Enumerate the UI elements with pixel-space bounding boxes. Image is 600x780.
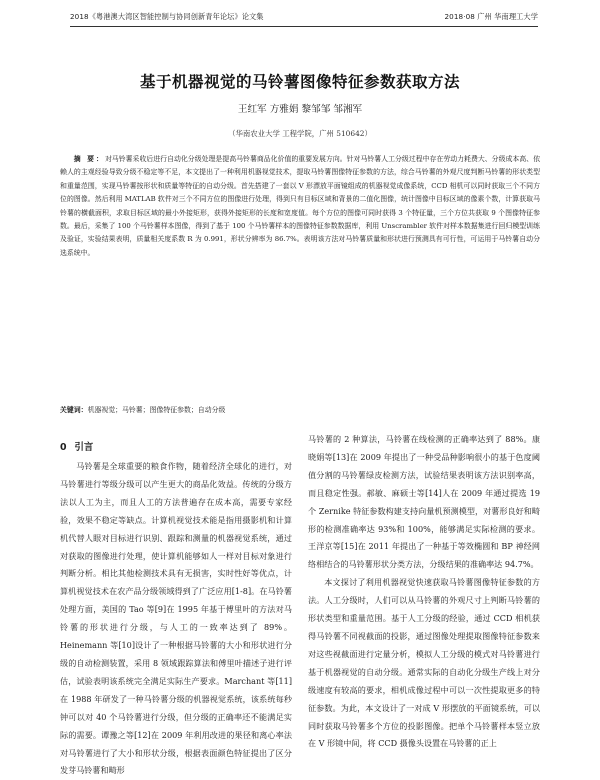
- body-column-right: [308, 431, 540, 753]
- keywords-text: 机器视觉；马铃薯；图像特征参数；自动分级: [87, 406, 226, 414]
- body-paragraph: 本文探讨了利用机器视觉快速获取马铃薯图像特征参数的方法。人工分级时，人们可以从马铃薯的外观尺寸上判断马铃薯的形状类型和重量范围。基于人工分级的经验，通过 CCD 相机获得马铃薯不同视截面的投影，通过图像处理提取图像特征参数来对这些视截面进行定量分析，模拟人工分级的模式对马铃薯进行基于机器视觉的自动分级。通常实际的自动化分级生产线上对分级速度有较高的要求，相机成像过程中可以一次性提取更多的特征参数。为此，本文设计了一对成 V 形摆放的平面镜系统，可以同时获取马铃薯多个方位的投影图像。把单个马铃薯样本竖立放在 V 形镜中间，将 CCD 摄像头设置在马铃薯的正上: [308, 577, 540, 749]
- paper-affiliation: （华南农业大学 工程学院，广州 510642）: [228, 129, 372, 138]
- abstract: [60, 153, 540, 260]
- section-number: 0: [60, 442, 67, 453]
- body-paragraph: 马铃薯的 2 种算法，马铃薯在线检测的正确率达到了 88%。康晓娟等[13]在 2009 年提出了一种受品种影响很小的基于色度阈值分割的马铃薯绿皮检测方法，试验结果表明该方法识别率高，而且稳定性强。郝敏、麻硕士等[14]人在 2009 年通过提选 19 个 Zernike 特征参数构建支持向量机预测模型，对薯形良好和畸形的检测准确率达 93%和 100%，能够满足实际检测的要求。王洋京等[15]在 2011 年提出了一种基于等效椭圆和 BP 神经网络相结合的马铃薯形状分类方法，分级结果的准确率达 94.7%。: [308, 434, 540, 570]
- running-header: [70, 10, 538, 24]
- body-paragraph: 马铃薯是全球重要的粮食作物，随着经济全球化的进行，对马铃薯进行等级分级可以产生更大的商品化效益。传统的分级方法以人工为主，而且人工的方法普遍存在成本高，需要专家经验，效果不稳定等缺点。计算机视觉技术能是指用摄影机和计算机代替人眼对目标进行识别、跟踪和测量的机器视觉系统，通过对获取的图像进行处理，使计算机能够如人一样对目标对象进行判断分析。相比其他检测技术具有无损害，实时性好等优点，计算机视觉技术在农产品分级领域得到了广泛应用[1-8]。在马铃薯处理方面，美国的 Tao 等[9]在 1995 年基于傅里叶的方法对马铃薯的形状进行分级，与人工的一致率达到了 89%。Heinemann 等[10]设计了一种根据马铃薯的大小和形状进行分级的自动检测装置，采用 8 领域跟踪算法和傅里叶描述子进行评估，试验表明该系统完全满足实际生产要求。Marchant 等[11]在 1988 年研发了一种马铃薯分级的机器视觉系统，该系统每秒钟可以对 40 个马铃薯进行分级，但分级的正确率还不能满足实际的需要。谭豫之等[12]在 2009 年利用改进的果径和离心率法对马铃薯进行了大小和形状分级，根据表面颜色特征提出了区分发芽马铃薯和畸形: [60, 461, 292, 776]
- body-column-left: [60, 440, 292, 780]
- header-rule: [70, 26, 538, 27]
- keywords: [60, 404, 540, 414]
- header-left: 2018《粤港澳大湾区智能控制与协同创新青年论坛》论文集: [70, 12, 264, 21]
- abstract-text: 对马铃薯采收后进行自动化分级处理是提高马铃薯商品化价值的重要发展方向。针对马铃薯人工分级过程中存在劳动力耗费大、分级成本高、依赖人的主观经验导致分级不稳定等不足，本文提出了一种利用机器视觉技术，提取马铃薯图像特征参数的方法，综合马铃薯的外观尺度判断马铃薯的形状类型和重量范围，实现马铃薯按形状和质量等特征的自动分级。首先搭建了一套以 V 形漂放平面镜组成的机器视觉成像系统，CCD 相机可以同时获取三个不同方位的图像。然后利用 MATLAB 软件对三个不同方位的图像进行处理，得到只有目标区域和背景的二值化图像，统计图像中目标区域的像素个数，计算获取马铃薯的横截面积，求取目标区域的最小外接矩形，获得外接矩形的长度和宽度值。每个方位的图像可同时获得 3 个特征量，三个方位共获取 9 个图像特征参数。最后，采集了 100 个马铃薯样本图像，得到了基于 100 个马铃薯样本的图像特征参数数据库，利用 Unscrambler 软件对样本数据集进行回归模型训练及验证，实验结果表明，质量相关度系数 R 为 0.991，形状分辨率为 86.7%。表明该方法对马铃薯质量和形状进行预测具有可行性，可运用于马铃薯自动分选系统中。: [60, 155, 540, 257]
- abstract-label: 摘 要：: [73, 155, 105, 163]
- section-title: 引言: [74, 442, 94, 453]
- section-heading: [60, 440, 292, 456]
- paper-title: 基于机器视觉的马铃薯图像特征参数获取方法: [139, 73, 460, 91]
- paper-authors: 王红军 方雅娟 黎邹邹 邹湘军: [237, 104, 363, 115]
- header-right: 2018·08 广州 华南理工大学: [444, 12, 538, 21]
- keywords-label: 关键词：: [60, 406, 88, 414]
